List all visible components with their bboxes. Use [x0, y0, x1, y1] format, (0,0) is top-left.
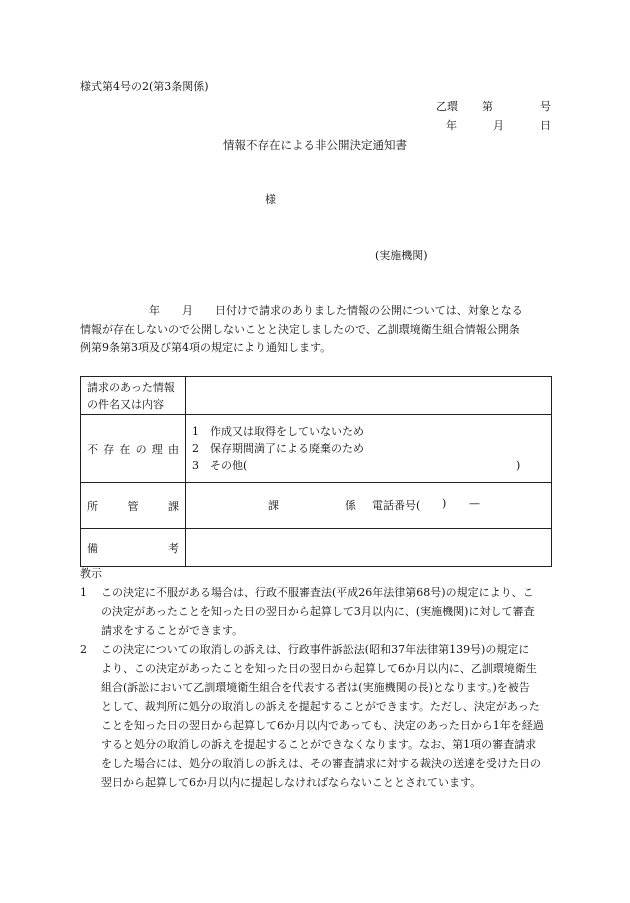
form-number: 様式第4号の2(第3条関係): [80, 80, 209, 93]
request-info-table: [80, 376, 552, 567]
body-line: 年 月 日付けで請求のありました情報の公開については、対象となる: [149, 304, 523, 317]
instruction-number: 2: [80, 643, 87, 656]
doc-number-mid: 第: [482, 100, 493, 113]
instruction-line: として、裁判所に処分の取消しの訴えを提起することができます。ただし、決定があった: [101, 700, 540, 713]
reason-option-3: 3 その他( ): [192, 459, 521, 472]
instruction-line: この決定についての取消しの訴えは、行政事件訴訟法(昭和37年法律第139号)の規定に: [101, 643, 530, 656]
phone-number-dash: —: [469, 497, 480, 510]
instruction-line: 請求をすることができます。: [101, 624, 244, 637]
instruction-line: すると処分の取消しの訴えを提起することができなくなります。なお、第1項の審査請求: [101, 738, 537, 751]
department-label: 所 管 課: [81, 483, 186, 529]
instruction-line: をした場合には、処分の取消しの訴えは、その審査請求に対する裁決の送達を受けた日の: [101, 757, 541, 770]
request-subject-label: 請求のあった情報 の件名又は内容: [81, 377, 186, 415]
reason-option-1: 1 作成又は取得をしていないため: [192, 425, 364, 438]
instruction-line: の決定があったことを知った日の翌日から起算して3月以内に、(実施機関)に対して審査: [101, 605, 535, 618]
instruction-line: 翌日から起算して6か月以内に提起しなければならないこととされています。: [101, 776, 482, 789]
instruction-line: より、この決定があったことを知った日の翌日から起算して6か月以内に、乙訓環境衛生: [101, 662, 537, 675]
instruction-line: 組合(訴訟において乙訓環境衛生組合を代表する者は(実施機関の長)となります。)を被告: [101, 681, 530, 694]
nonexistence-reason-label: 不 存 在 の 理 由: [81, 415, 186, 483]
date-day: 日: [540, 119, 551, 132]
table-row: [81, 377, 552, 415]
doc-number-suffix: 号: [540, 100, 551, 113]
instruction-line: ことを知った日の翌日から起算して6か月以内であっても、決定のあった日から1年を経過: [101, 719, 544, 732]
phone-number-close: ): [442, 497, 447, 510]
department-field[interactable]: [186, 483, 552, 529]
body-line: 例第9条第3項及び第4項の規定により通知します。: [80, 341, 332, 354]
body-line: 情報が存在しないので公開しないことと決定しましたので、乙訓環境衛生組合情報公開条: [80, 322, 520, 336]
phone-number-label: 電話番号(: [372, 499, 421, 512]
remarks-label: 備 考: [81, 529, 186, 567]
instructions-heading: 教示: [80, 567, 102, 580]
instruction-number: 1: [80, 586, 87, 599]
remarks-field[interactable]: [186, 529, 552, 567]
request-subject-field[interactable]: [186, 377, 552, 415]
date-year: 年: [446, 119, 457, 132]
subsection-label: 係: [345, 499, 356, 512]
instruction-item: [80, 640, 556, 792]
section-label: 課: [268, 499, 279, 512]
doc-number-prefix: 乙環: [436, 100, 458, 113]
date-month: 月: [493, 119, 504, 132]
issuer-label: (実施機関): [375, 249, 428, 262]
table-row: [81, 529, 552, 567]
body-paragraph: [80, 302, 556, 358]
addressee-suffix: 様: [265, 193, 276, 206]
nonexistence-reason-field[interactable]: [186, 415, 552, 483]
instruction-line: この決定に不服がある場合は、行政不服審査法(平成26年法律第68号)の規定により、こ: [101, 586, 534, 599]
table-row: [81, 483, 552, 529]
instruction-item: [80, 583, 556, 640]
table-row: [81, 415, 552, 483]
reason-option-2: 2 保存期間満了による廃棄のため: [192, 442, 364, 455]
reason-option-3-close: ): [516, 459, 521, 472]
instructions-section: [80, 564, 556, 792]
document-title: 情報不存在による非公開決定通知書: [223, 138, 407, 152]
